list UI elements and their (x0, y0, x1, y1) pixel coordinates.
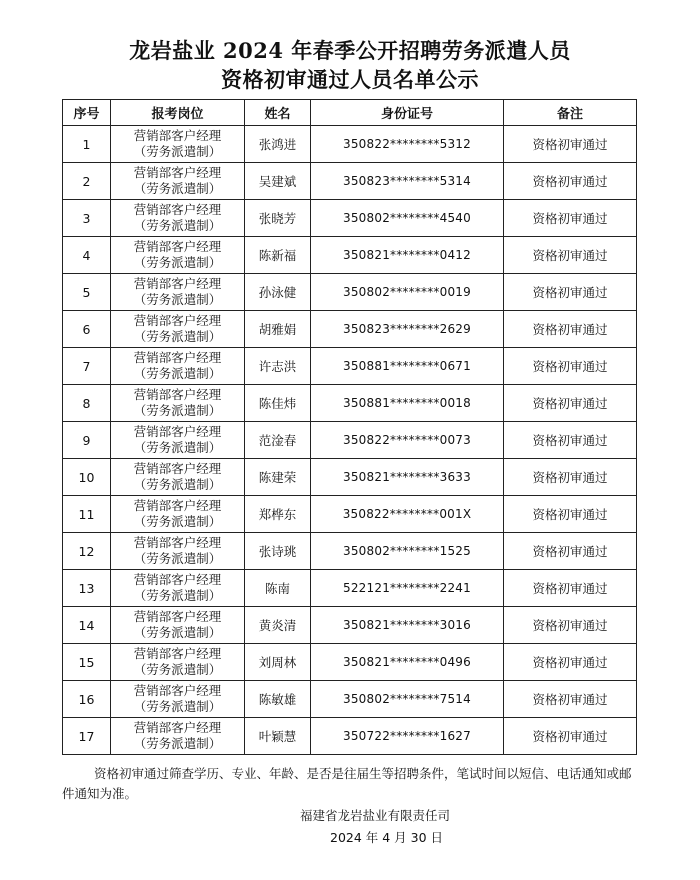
position-line1: 营销部客户经理 (133, 646, 222, 661)
cell-position (111, 200, 245, 237)
position-line2: （劳务派遣制） (133, 255, 222, 270)
position-line1: 营销部客户经理 (133, 424, 222, 439)
document-title-line1: 龙岩盐业 2024 年春季公开招聘劳务派遣人员 (129, 38, 571, 63)
footer-note: 资格初审通过筛查学历、专业、年龄、是否是往届生等招聘条件，笔试时间以短信、电话通知或邮件通知为准。 (62, 766, 632, 801)
cell-position (111, 607, 245, 644)
table-row (63, 385, 637, 422)
cell-name: 孙泳健 (245, 274, 311, 311)
cell-index: 5 (63, 274, 111, 311)
cell-id-number: 350823********5314 (311, 163, 504, 200)
table-row (63, 570, 637, 607)
cell-position (111, 348, 245, 385)
table-row (63, 348, 637, 385)
cell-remark: 资格初审通过 (504, 607, 637, 644)
cell-index: 3 (63, 200, 111, 237)
header-id-number: 身份证号 (311, 100, 504, 126)
position-line1: 营销部客户经理 (133, 313, 222, 328)
footer-date: 2024 年 4 月 30 日 (330, 830, 444, 845)
cell-remark: 资格初审通过 (504, 718, 637, 755)
position-line1: 营销部客户经理 (133, 239, 222, 254)
cell-id-number: 350821********3633 (311, 459, 504, 496)
cell-name: 张鸿进 (245, 126, 311, 163)
position-line2: （劳务派遣制） (133, 662, 222, 677)
cell-remark: 资格初审通过 (504, 385, 637, 422)
table-row (63, 533, 637, 570)
cell-name: 郑桦东 (245, 496, 311, 533)
position-line2: （劳务派遣制） (133, 625, 222, 640)
cell-position (111, 237, 245, 274)
cell-id-number: 350823********2629 (311, 311, 504, 348)
position-line1: 营销部客户经理 (133, 202, 222, 217)
position-line1: 营销部客户经理 (133, 683, 222, 698)
cell-name: 陈新福 (245, 237, 311, 274)
position-line1: 营销部客户经理 (133, 276, 222, 291)
position-line1: 营销部客户经理 (133, 387, 222, 402)
table-row (63, 311, 637, 348)
cell-id-number: 350722********1627 (311, 718, 504, 755)
cell-name: 许志洪 (245, 348, 311, 385)
cell-remark: 资格初审通过 (504, 422, 637, 459)
cell-remark: 资格初审通过 (504, 644, 637, 681)
cell-position (111, 126, 245, 163)
cell-position (111, 422, 245, 459)
table-row (63, 644, 637, 681)
table-header-row (63, 100, 637, 126)
cell-id-number: 350881********0018 (311, 385, 504, 422)
cell-position (111, 570, 245, 607)
cell-name: 刘周林 (245, 644, 311, 681)
cell-name: 胡雅娟 (245, 311, 311, 348)
cell-index: 17 (63, 718, 111, 755)
position-line2: （劳务派遣制） (133, 329, 222, 344)
position-line1: 营销部客户经理 (133, 165, 222, 180)
document-title-line2: 资格初审通过人员名单公示 (221, 67, 479, 92)
cell-index: 16 (63, 681, 111, 718)
position-line2: （劳务派遣制） (133, 403, 222, 418)
cell-position (111, 718, 245, 755)
cell-position (111, 459, 245, 496)
cell-index: 14 (63, 607, 111, 644)
table-row (63, 422, 637, 459)
cell-id-number: 350802********4540 (311, 200, 504, 237)
cell-remark: 资格初审通过 (504, 200, 637, 237)
cell-id-number: 350881********0671 (311, 348, 504, 385)
position-line1: 营销部客户经理 (133, 461, 222, 476)
cell-index: 8 (63, 385, 111, 422)
header-remark: 备注 (504, 100, 637, 126)
cell-index: 9 (63, 422, 111, 459)
cell-id-number: 350821********0496 (311, 644, 504, 681)
table-body (63, 126, 637, 755)
position-line2: （劳务派遣制） (133, 699, 222, 714)
cell-remark: 资格初审通过 (504, 459, 637, 496)
cell-id-number: 522121********2241 (311, 570, 504, 607)
cell-index: 4 (63, 237, 111, 274)
position-line2: （劳务派遣制） (133, 144, 222, 159)
cell-position (111, 681, 245, 718)
position-line2: （劳务派遣制） (133, 514, 222, 529)
cell-index: 11 (63, 496, 111, 533)
position-line2: （劳务派遣制） (133, 477, 222, 492)
cell-remark: 资格初审通过 (504, 681, 637, 718)
cell-remark: 资格初审通过 (504, 533, 637, 570)
position-line1: 营销部客户经理 (133, 128, 222, 143)
position-line2: （劳务派遣制） (133, 366, 222, 381)
cell-name: 陈南 (245, 570, 311, 607)
cell-remark: 资格初审通过 (504, 237, 637, 274)
table-row (63, 681, 637, 718)
table-row (63, 237, 637, 274)
cell-id-number: 350821********3016 (311, 607, 504, 644)
cell-position (111, 644, 245, 681)
cell-name: 张晓芳 (245, 200, 311, 237)
cell-index: 13 (63, 570, 111, 607)
cell-index: 1 (63, 126, 111, 163)
table-row (63, 718, 637, 755)
table-row (63, 126, 637, 163)
cell-remark: 资格初审通过 (504, 126, 637, 163)
table-row (63, 496, 637, 533)
position-line2: （劳务派遣制） (133, 551, 222, 566)
table-row (63, 163, 637, 200)
table-row (63, 607, 637, 644)
cell-position (111, 163, 245, 200)
position-line2: （劳务派遣制） (133, 181, 222, 196)
cell-index: 12 (63, 533, 111, 570)
cell-position (111, 274, 245, 311)
table-row (63, 459, 637, 496)
cell-id-number: 350822********0073 (311, 422, 504, 459)
cell-name: 范淦春 (245, 422, 311, 459)
cell-position (111, 311, 245, 348)
cell-name: 黄炎清 (245, 607, 311, 644)
cell-id-number: 350822********5312 (311, 126, 504, 163)
cell-remark: 资格初审通过 (504, 348, 637, 385)
cell-remark: 资格初审通过 (504, 570, 637, 607)
cell-index: 15 (63, 644, 111, 681)
position-line1: 营销部客户经理 (133, 572, 222, 587)
cell-index: 6 (63, 311, 111, 348)
position-line2: （劳务派遣制） (133, 440, 222, 455)
cell-name: 陈建荣 (245, 459, 311, 496)
cell-index: 2 (63, 163, 111, 200)
table-row (63, 200, 637, 237)
position-line2: （劳务派遣制） (133, 736, 222, 751)
cell-name: 张诗珧 (245, 533, 311, 570)
cell-name: 吴建斌 (245, 163, 311, 200)
cell-name: 陈敏雄 (245, 681, 311, 718)
table-row (63, 274, 637, 311)
footer-company: 福建省龙岩盐业有限责任司 (300, 808, 451, 823)
cell-id-number: 350802********7514 (311, 681, 504, 718)
header-index: 序号 (63, 100, 111, 126)
position-line1: 营销部客户经理 (133, 609, 222, 624)
position-line1: 营销部客户经理 (133, 720, 222, 735)
candidate-table (62, 99, 637, 755)
cell-index: 7 (63, 348, 111, 385)
position-line1: 营销部客户经理 (133, 350, 222, 365)
position-line2: （劳务派遣制） (133, 292, 222, 307)
cell-remark: 资格初审通过 (504, 496, 637, 533)
position-line1: 营销部客户经理 (133, 535, 222, 550)
cell-id-number: 350821********0412 (311, 237, 504, 274)
cell-name: 叶颖慧 (245, 718, 311, 755)
header-name: 姓名 (245, 100, 311, 126)
header-position: 报考岗位 (111, 100, 245, 126)
cell-remark: 资格初审通过 (504, 311, 637, 348)
position-line2: （劳务派遣制） (133, 218, 222, 233)
cell-id-number: 350802********1525 (311, 533, 504, 570)
cell-id-number: 350802********0019 (311, 274, 504, 311)
cell-index: 10 (63, 459, 111, 496)
cell-position (111, 496, 245, 533)
position-line2: （劳务派遣制） (133, 588, 222, 603)
cell-remark: 资格初审通过 (504, 274, 637, 311)
cell-remark: 资格初审通过 (504, 163, 637, 200)
cell-id-number: 350822********001X (311, 496, 504, 533)
position-line1: 营销部客户经理 (133, 498, 222, 513)
cell-position (111, 533, 245, 570)
cell-name: 陈佳炜 (245, 385, 311, 422)
cell-position (111, 385, 245, 422)
